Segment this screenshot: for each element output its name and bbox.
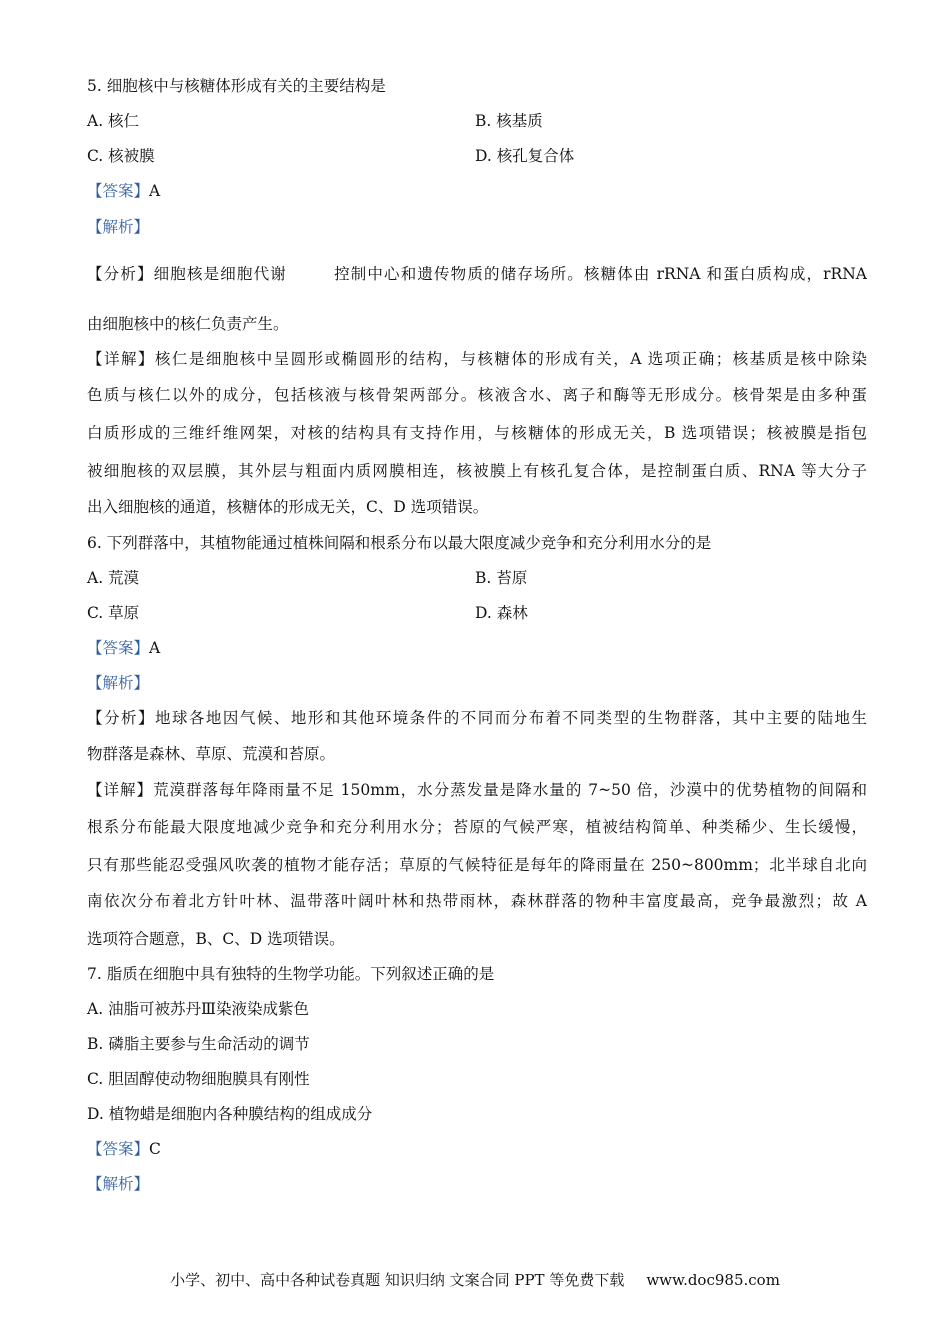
footer-text: 小学、初中、高中各种试卷真题 知识归纳 文案合同 PPT 等免费下载 — [170, 1271, 625, 1289]
q6-stem: 6. 下列群落中，其植物能通过植株间隔和根系分布以最大限度减少竞争和充分利用水分的是 — [87, 534, 712, 552]
q5-option-c: C. 核被膜 — [87, 147, 155, 165]
q6-option-c: C. 草原 — [87, 604, 140, 622]
q7-option-a: A. 油脂可被苏丹Ⅲ染液染成紫色 — [87, 1000, 309, 1018]
q5-detail-line-2: 色质与核仁以外的成分，包括核液与核骨架两部分。核液含水、离子和酶等无形成分。核骨架是由多种蛋 — [87, 386, 867, 404]
fenxi-tag: 【分析】 — [87, 265, 154, 283]
detail-tag: 【详解】 — [87, 350, 155, 368]
q5-fenxi-line-2: 由细胞核中的核仁负责产生。 — [87, 315, 289, 333]
q6-detail-line-2: 根系分布能最大限度地减少竞争和充分利用水分；苔原的气候严寒，植被结构简单、种类稀少、生长缓慢， — [87, 818, 867, 836]
q6-fenxi-line-1 — [87, 708, 867, 728]
detail-text: 荒漠群落每年降雨量不足 150mm，水分蒸发量是降水量的 7~50 倍，沙漠中的优势植物的间隔和 — [153, 781, 867, 799]
q7-analysis-tag: 【解析】 — [87, 1175, 150, 1193]
q5-detail-line-3: 白质形成的三维纤维网架，对核的结构具有支持作用，与核糖体的形成无关，B 选项错误；核被膜是指包 — [87, 424, 867, 442]
q5-detail-line-5: 出入细胞核的通道，核糖体的形成无关，C、D 选项错误。 — [87, 498, 489, 516]
q7-option-b: B. 磷脂主要参与生命活动的调节 — [87, 1035, 310, 1053]
answer-value: A — [149, 639, 161, 657]
footer-url[interactable]: www.doc985.com — [646, 1271, 780, 1289]
q6-analysis-tag: 【解析】 — [87, 674, 150, 692]
fenxi-text-part-2: 控制中心和遗传物质的储存场所。核糖体由 rRNA 和蛋白质构成，rRNA — [332, 265, 867, 283]
q6-option-a: A. 荒漠 — [87, 569, 140, 587]
q6-option-d: D. 森林 — [475, 604, 528, 622]
fenxi-text: 地球各地因气候、地形和其他环境条件的不同而分布着不同类型的生物群落，其中主要的陆地生 — [154, 709, 867, 727]
q5-stem: 5. 细胞核中与核糖体形成有关的主要结构是 — [87, 77, 386, 95]
answer-tag: 【答案】 — [87, 639, 150, 657]
q7-answer — [87, 1139, 867, 1159]
q7-option-d: D. 植物蜡是细胞内各种膜结构的组成成分 — [87, 1105, 373, 1123]
fenxi-text-part-1: 细胞核是细胞代谢 — [153, 265, 287, 283]
q7-stem: 7. 脂质在细胞中具有独特的生物学功能。下列叙述正确的是 — [87, 965, 495, 983]
q5-analysis-tag: 【解析】 — [87, 218, 150, 236]
q5-fenxi-line-1 — [87, 264, 867, 284]
q5-answer — [87, 181, 867, 201]
q6-detail-line-5: 选项符合题意，B、C、D 选项错误。 — [87, 930, 345, 948]
q5-detail-line-4: 被细胞核的双层膜，其外层与粗面内质网膜相连，核被膜上有核孔复合体，是控制蛋白质、RNA 等大分子 — [87, 462, 867, 480]
q6-detail-line-4: 南依次分布着北方针叶林、温带落叶阔叶林和热带雨林，森林群落的物种丰富度最高，竞争最激烈；故 A — [87, 892, 867, 910]
page-footer — [0, 1270, 950, 1290]
q7-option-c: C. 胆固醇使动物细胞膜具有刚性 — [87, 1070, 310, 1088]
q6-fenxi-line-2: 物群落是森林、草原、荒漠和苔原。 — [87, 745, 336, 763]
q6-detail-line-3: 只有那些能忍受强风吹袭的植物才能存活；草原的气候特征是每年的降雨量在 250~800mm；北半球自北向 — [87, 856, 867, 874]
answer-tag: 【答案】 — [87, 1140, 150, 1158]
q5-option-b: B. 核基质 — [475, 112, 543, 130]
q6-answer — [87, 638, 867, 658]
answer-value: A — [149, 182, 161, 200]
q5-option-a: A. 核仁 — [87, 112, 140, 130]
q6-detail-line-1 — [87, 780, 867, 800]
answer-value: C — [149, 1140, 161, 1158]
q6-option-b: B. 苔原 — [475, 569, 528, 587]
q5-option-d: D. 核孔复合体 — [475, 147, 575, 165]
answer-tag: 【答案】 — [87, 182, 150, 200]
detail-text: 核仁是细胞核中呈圆形或椭圆形的结构，与核糖体的形成有关，A 选项正确；核基质是核中除染 — [154, 350, 867, 368]
fenxi-tag: 【分析】 — [87, 709, 155, 727]
detail-tag: 【详解】 — [87, 781, 154, 799]
q5-detail-line-1 — [87, 349, 867, 369]
